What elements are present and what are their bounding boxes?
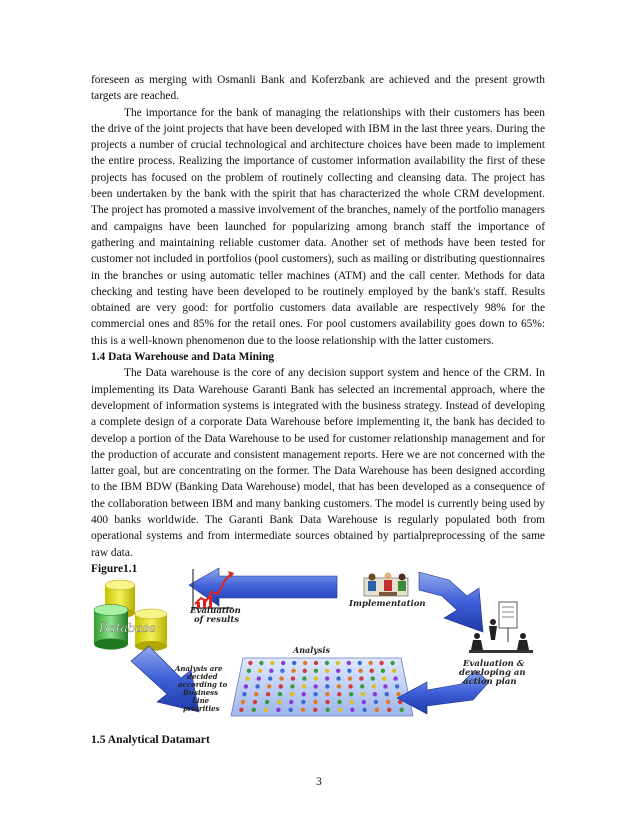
grid-dot [387,708,391,712]
grid-dot [279,684,283,688]
analysis-note-line-5: Line [192,696,210,705]
grid-dot [313,700,317,704]
grid-dot [371,676,375,680]
grid-dot [379,661,383,665]
grid-dot [276,708,280,712]
grid-dot [337,692,341,696]
grid-dot [370,669,374,673]
database-icon [94,580,167,651]
grid-dot [264,708,268,712]
grid-dot [314,676,318,680]
grid-dot [257,676,261,680]
grid-dot [393,676,397,680]
document-body [91,72,545,577]
section-heading-1-5: 1.5 Analytical Datamart [91,733,210,746]
grid-dot [301,708,305,712]
grid-dot [258,669,262,673]
grid-dot [396,692,400,696]
grid-dot [301,700,305,704]
grid-dot [269,669,273,673]
paragraph-ibm-projects: The importance for the bank of managing the relationships with their customers has been the drive of the joint projects that have been developed with IBM in the last three years. During the projects a number of crucial technological and architecture choices have been made to implement the entire process. Realizing the importance of customer information availability the first of these projects has focused on the problem of routinely collecting and cleansing data. The project has been undertaken by the bank with the spirit that has characterized the whole CRM development. The project has promoted a massive involvement of the branches, namely of the portfolio managers and campaigns have been launched for popularizing among branch staff the importance of gathering and maintaining reliable customer data. Another set of methods have been tested for customer not included in portfolios (pool customers), such as mailing or distributing questionnaires in the branches or using automatic teller machines (ATM) and the call center. Methods for data checking and testing have been developed to be routinely employed by the bank's staff. Results obtained are very good: for portfolio customers data available are respectively 98% for the commercial ones and 85% for the retail ones. For pool customers availability goes down to 65%: this is a well-known phenomenon due to the loose relationship with the latter customers. [91,106,545,347]
grid-dot [314,661,318,665]
grid-dot [338,708,342,712]
grid-dot [347,669,351,673]
section-heading-1-4: 1.4 Data Warehouse and Data Mining [91,351,275,364]
grid-dot [361,692,365,696]
grid-dot [336,676,340,680]
grid-dot [362,708,366,712]
grid-dot [360,684,364,688]
analysis-note-line-6: priorities [183,704,220,713]
grid-dot [279,676,283,680]
grid-dot [302,676,306,680]
grid-dot [302,692,306,696]
grid-dot [336,669,340,673]
grid-dot [314,669,318,673]
grid-dot [291,676,295,680]
grid-dot [241,700,245,704]
grid-dot [369,661,373,665]
grid-dot [313,692,317,696]
grid-dot [325,684,329,688]
grid-dot [254,692,258,696]
implementation-people-icon [364,573,408,597]
grid-dot [280,669,284,673]
grid-dot [302,684,306,688]
grid-dot [350,708,354,712]
grid-dot [244,684,248,688]
grid-dot [383,684,387,688]
grid-dot [248,661,252,665]
grid-dot [252,708,256,712]
paragraph-data-warehouse: The Data warehouse is the core of any decision support system and hence of the CRM. In implementing its Data Warehouse Garanti Bank has selected an incremental approach, where the development of information systems is integrated with the business strategy. Instead of developing a complete design of a corporate Data Warehouse before implementing it, the bank has decided to develop a portion of the Data Warehouse to be used for customer relationship management and for the production of accurate and consistent management reports. Here we are not concerned with the latter goal, but are concentrating on the former. The Data Warehouse has been designed according to the IBM BDW (Banking Data Warehouse) model, that has been developed as a consequence of the collaboration between IBM and many banking customers. The model is currently being used by 400 banks worldwide. The Garanti Bank Data Warehouse is regularly populated both from operational systems and from intermediate sources obtained by partialpreprocessing of the same raw data. [91,367,545,559]
grid-dot [278,692,282,696]
grid-dot [325,692,329,696]
grid-dot [266,692,270,696]
evaluation-plan-line-2: developing an [459,668,526,678]
grid-dot [325,676,329,680]
grid-dot [292,661,296,665]
evaluation-results-label-1: Evaluation [190,606,241,616]
grid-dot [386,700,390,704]
evaluation-plan-line-1: Evaluation & [463,659,525,669]
grid-dot [247,669,251,673]
grid-dot [382,676,386,680]
figure-label: Figure1.1 [91,562,138,575]
grid-dot [390,661,394,665]
grid-dot [348,684,352,688]
grid-dot [270,661,274,665]
grid-dot [337,684,341,688]
grid-dot [325,661,329,665]
grid-dot [349,692,353,696]
grid-dot [395,684,399,688]
paragraph-continuation: foreseen as merging with Osmanli Bank and Koferzbank are achieved and the present growth targets are reached. [91,74,545,103]
analysis-grid [231,658,413,716]
grid-dot [253,700,257,704]
grid-dot [326,708,330,712]
grid-dot [359,676,363,680]
grid-dot [325,700,329,704]
grid-dot [291,669,295,673]
grid-dot [245,676,249,680]
grid-dot [314,684,318,688]
grid-dot [381,669,385,673]
grid-dot [277,700,281,704]
grid-dot [303,669,307,673]
crm-cycle-figure [91,566,546,718]
grid-dot [358,669,362,673]
analysis-note-line-1: Analysis are [175,664,223,673]
analysis-note-line-2: decided [187,672,218,681]
grid-dot [392,669,396,673]
database-label: Database [99,621,156,635]
grid-dot [337,700,341,704]
grid-dot [399,708,403,712]
analysis-label: Analysis [293,645,330,655]
grid-dot [362,700,366,704]
grid-dot [303,661,307,665]
grid-dot [374,700,378,704]
evaluation-plan-line-3: action plan [463,677,517,687]
grid-dot [289,700,293,704]
grid-dot [259,661,263,665]
evaluation-results-label-2: of results [194,615,240,625]
grid-dot [281,661,285,665]
grid-dot [373,692,377,696]
grid-dot [385,692,389,696]
grid-dot [348,676,352,680]
grid-dot [313,708,317,712]
grid-dot [347,661,351,665]
grid-dot [325,669,329,673]
grid-dot [268,676,272,680]
grid-dot [290,684,294,688]
grid-dot [375,708,379,712]
grid-dot [255,684,259,688]
arrow-right-down [419,572,483,632]
grid-dot [265,700,269,704]
grid-dot [242,692,246,696]
grid-dot [372,684,376,688]
page-number: 3 [316,776,322,788]
analysis-note-line-3: according to [178,680,228,689]
grid-dot [336,661,340,665]
implementation-label: Implementation [349,599,426,609]
grid-dot [239,708,243,712]
analysis-note-line-4: Business [183,688,219,697]
grid-dot [290,692,294,696]
analysis-note [174,664,228,713]
grid-dot [350,700,354,704]
grid-dot [267,684,271,688]
grid-dot [289,708,293,712]
grid-dot [358,661,362,665]
